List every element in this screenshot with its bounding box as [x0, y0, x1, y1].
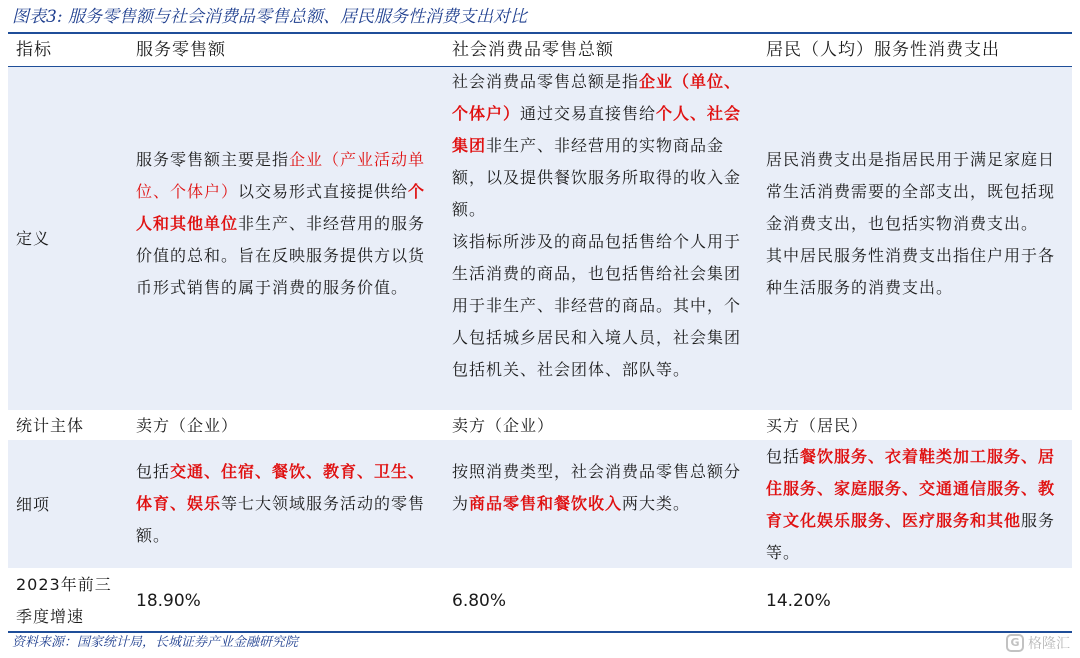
highlight-text: 商品零售和餐饮收入	[469, 494, 623, 513]
definition-text: 社会消费品零售总额是指	[452, 72, 640, 91]
watermark-logo-icon: G	[1006, 634, 1024, 652]
growth-consumer-retail: 6.80%	[452, 591, 507, 611]
subject-label: 统计主体	[16, 416, 85, 435]
header-indicator: 指标	[16, 40, 52, 60]
source-note: 资料来源：国家统计局，长城证券产业金融研究院	[12, 635, 299, 650]
definition-text: 该指标所涉及的商品包括售给个人用于生活消费的商品，也包括售给社会集团用于非生产、非经营的商品。其中，个人包括城乡居民和入境人员，社会集团包括机关、社会团体、部队等。	[452, 232, 742, 379]
detail-consumer-retail	[452, 456, 754, 520]
highlight-text: 餐饮服务、衣着鞋类加工服务、居住服务、家庭服务、交通通信服务、教育文化娱乐服务、医疗服务和其他	[766, 447, 1056, 530]
definition-service-spending	[766, 144, 1068, 304]
definition-text: 以交易形式直接提供给	[238, 182, 409, 201]
detail-text: 等七大领域服务活动的零售额。	[136, 494, 426, 545]
highlight-text: 个人、社会集团	[452, 104, 742, 155]
highlight-text: 企业（单位、个体户）	[452, 72, 742, 123]
highlight-text: 企业（产业活动单位、个体户）	[136, 150, 426, 201]
definition-consumer-retail	[452, 66, 754, 386]
detail-text: 服务等。	[766, 511, 1056, 562]
definition-text: 服务零售额主要是指	[136, 150, 290, 169]
definition-service-retail	[136, 144, 438, 304]
figure-title	[12, 3, 1072, 31]
subject-service-spending: 买方（居民）	[766, 416, 869, 435]
growth-label: 2023年前三季度增速	[16, 575, 112, 626]
figure-title-text: 服务零售额与社会消费品零售总额、居民服务性消费支出对比	[67, 7, 527, 27]
definition-text: 非生产、非经营用的服务价值的总和。旨在反映服务提供方以货币形式销售的属于消费的服务价值。	[136, 214, 426, 297]
detail-text: 两大类。	[622, 494, 691, 513]
detail-text: 按照消费类型，社会消费品零售总额分为	[452, 462, 742, 513]
highlight-text: 个人和其他单位	[136, 182, 426, 233]
definition-text: 居民消费支出是指居民用于满足家庭日常生活消费需要的全部支出，既包括现金消费支出，也包括实物消费支出。	[766, 150, 1056, 233]
definition-text: 通过交易直接售给	[520, 104, 657, 123]
header-service-retail: 服务零售额	[136, 40, 226, 60]
definition-text: 非生产、非经营用的实物商品金额，以及提供餐饮服务所取得的收入金额。	[452, 136, 742, 219]
header-service-spending: 居民（人均）服务性消费支出	[766, 40, 1000, 60]
watermark	[1006, 632, 1070, 654]
definition-label: 定义	[16, 229, 51, 248]
detail-text: 包括	[766, 447, 801, 466]
subject-consumer-retail: 卖方（企业）	[452, 416, 555, 435]
definition-text: 其中居民服务性消费支出指住户用于各种生活服务的消费支出。	[766, 246, 1056, 297]
subject-service-retail: 卖方（企业）	[136, 416, 239, 435]
detail-service-spending	[766, 441, 1068, 569]
watermark-text: 格隆汇	[1028, 636, 1070, 652]
header-consumer-retail: 社会消费品零售总额	[452, 40, 614, 60]
detail-service-retail	[136, 456, 438, 552]
figure-number: 图表3:	[12, 7, 63, 27]
growth-service-spending: 14.20%	[766, 591, 831, 611]
highlight-text: 交通、住宿、餐饮、教育、卫生、体育、娱乐	[136, 462, 426, 513]
detail-text: 包括	[136, 462, 171, 481]
detail-label: 细项	[16, 495, 51, 514]
growth-service-retail: 18.90%	[136, 591, 201, 611]
